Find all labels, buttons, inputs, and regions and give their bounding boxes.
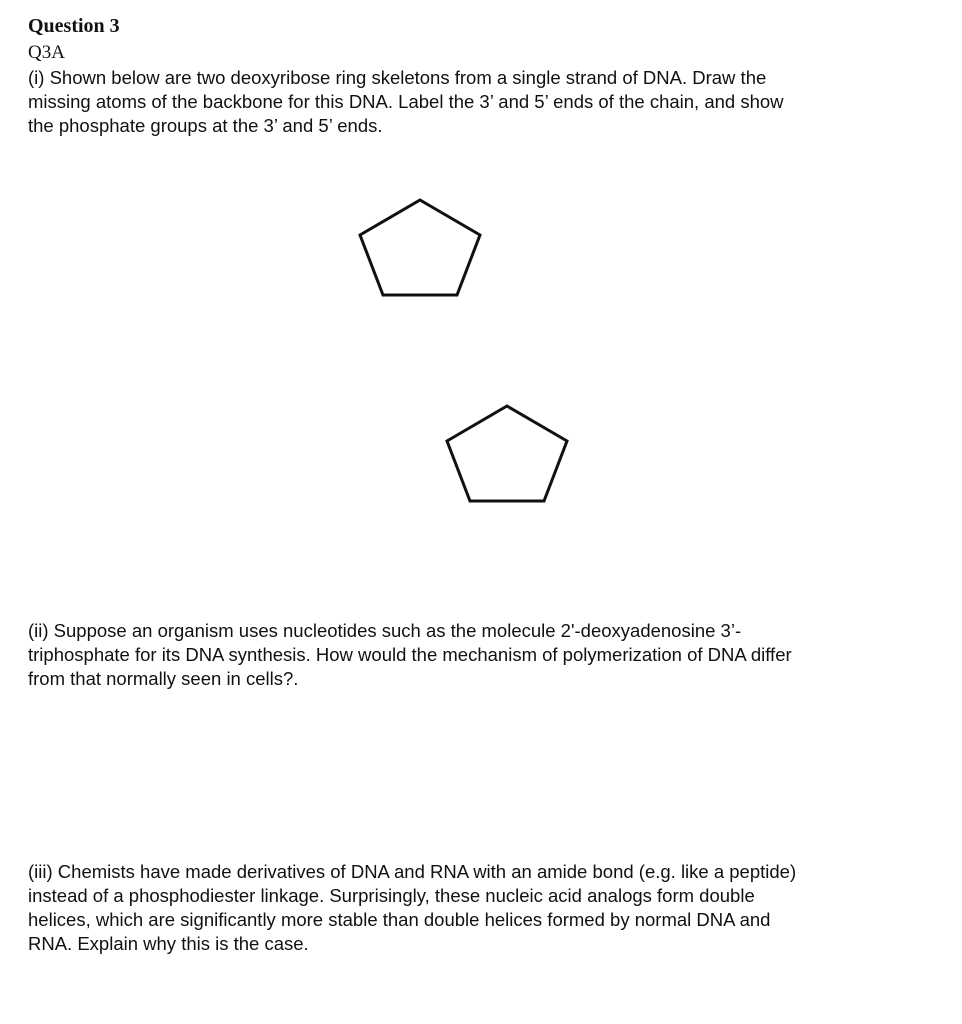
part-iii-line: (iii) Chemists have made derivatives of DNA and RNA with an amide bond (e.g. like a peptide) <box>28 861 797 882</box>
part-ii-text <box>28 619 928 691</box>
deoxyribose-ring-1 <box>358 198 482 298</box>
part-i-line: (i) Shown below are two deoxyribose ring skeletons from a single strand of DNA. Draw the <box>28 67 767 88</box>
part-i-text <box>28 66 928 138</box>
part-iii-line: helices, which are significantly more stable than double helices formed by normal DNA and <box>28 909 771 930</box>
question-title: Question 3 <box>28 15 120 37</box>
part-iii-text <box>28 860 928 956</box>
deoxyribose-ring-2 <box>445 404 569 504</box>
part-iii-line: instead of a phosphodiester linkage. Surprisingly, these nucleic acid analogs form double <box>28 885 755 906</box>
part-label: Q3A <box>28 42 65 63</box>
part-ii-line: triphosphate for its DNA synthesis. How would the mechanism of polymerization of DNA differ <box>28 644 792 665</box>
part-ii-line: from that normally seen in cells?. <box>28 668 299 689</box>
part-iii-line: RNA. Explain why this is the case. <box>28 933 309 954</box>
part-i-line: the phosphate groups at the 3’ and 5’ ends. <box>28 115 383 136</box>
part-i-line: missing atoms of the backbone for this DNA. Label the 3’ and 5’ ends of the chain, and show <box>28 91 784 112</box>
part-ii-line: (ii) Suppose an organism uses nucleotides such as the molecule 2'-deoxyadenosine 3’- <box>28 620 742 641</box>
